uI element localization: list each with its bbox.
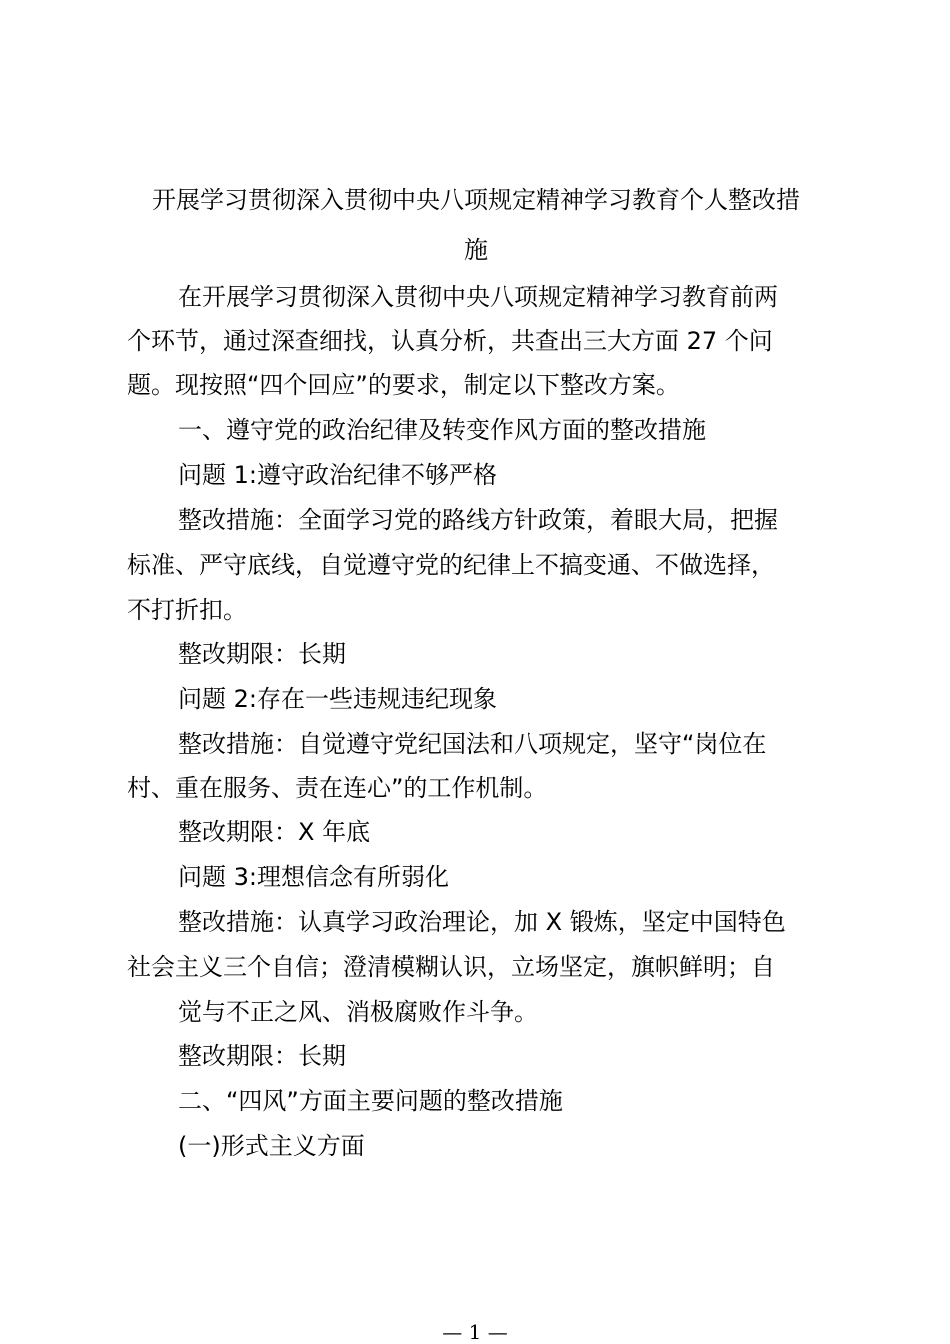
body-line: 觉与不正之风、消极腐败作斗争。	[178, 998, 538, 1026]
subsection-heading-1: (一)形式主义方面	[178, 1132, 365, 1160]
body-line: 村、重在服务、责在连心”的工作机制。	[127, 774, 548, 802]
problem-heading-1: 问题 1:遵守政治纪律不够严格	[178, 461, 497, 489]
body-line: 标准、严守底线，自觉遵守党的纪律上不搞变通、不做选择，	[127, 551, 775, 579]
deadline-line-3: 整改期限：长期	[178, 1042, 346, 1070]
section-heading-2: 二、“四风”方面主要问题的整改措施	[178, 1087, 563, 1115]
body-line: 整改措施：全面学习党的路线方针政策，着眼大局，把握	[178, 506, 778, 534]
deadline-line-1: 整改期限：长期	[178, 640, 346, 668]
page-number: — 1 —	[442, 1320, 508, 1344]
document-title-line-2: 施	[464, 236, 488, 264]
problem-heading-2: 问题 2:存在一些违规违纪现象	[178, 685, 497, 713]
body-line: 在开展学习贯彻深入贯彻中央八项规定精神学习教育前两	[178, 283, 778, 311]
body-line: 社会主义三个自信；澄清模糊认识，立场坚定，旗帜鲜明；自	[127, 953, 775, 981]
deadline-line-2: 整改期限：X 年底	[178, 818, 371, 846]
body-line: 整改措施：认真学习政治理论，加 X 锻炼，坚定中国特色	[178, 908, 786, 936]
section-heading-1: 一、遵守党的政治纪律及转变作风方面的整改措施	[178, 416, 706, 444]
problem-heading-3: 问题 3:理想信念有所弱化	[178, 863, 449, 891]
body-line: 整改措施：自觉遵守党纪国法和八项规定，坚守“岗位在	[178, 730, 767, 758]
document-title-line-1: 开展学习贯彻深入贯彻中央八项规定精神学习教育个人整改措	[152, 186, 800, 214]
body-line: 不打折扣。	[127, 596, 247, 624]
body-line: 个环节，通过深查细找，认真分析，共查出三大方面 27 个问	[127, 327, 773, 355]
body-line: 题。现按照“四个回应”的要求，制定以下整改方案。	[127, 371, 680, 399]
